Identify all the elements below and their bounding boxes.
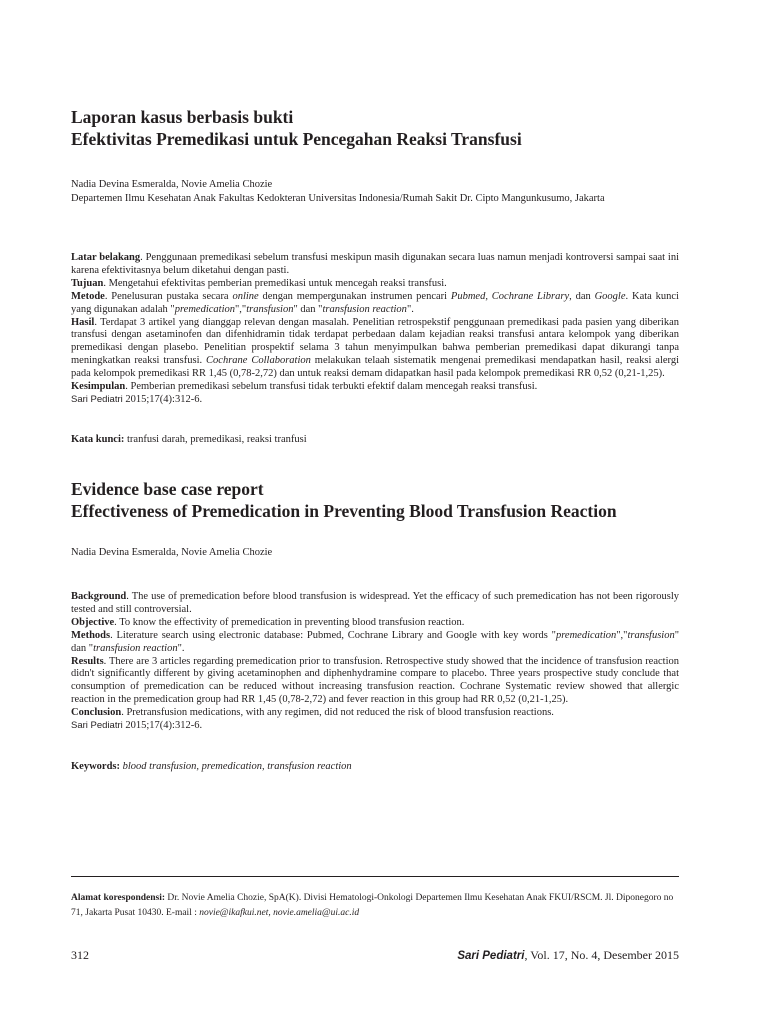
abstract-conclusion-en: Conclusion. Pretransfusion medications, with any regimen, did not reduced the risk of blood transfusion reactions. <box>71 707 554 719</box>
title-en-line-2: Effectiveness of Premedication in Preventing Blood Transfusion Reaction <box>71 501 617 521</box>
abstract-background-en: Background. The use of premedication before blood transfusion is widespread. Yet the efficacy of such premedication has not been rigorously tested and still controversial. <box>71 591 679 615</box>
citation-id: Sari Pediatri 2015;17(4):312-6. <box>71 393 203 405</box>
abstract-results-id: Hasil. Terdapat 3 artikel yang dianggap relevan dengan masalah. Penelitian retrospekstif penggunaan premedikasi pada pasien yang diberikan transfusi dengan asetaminofen dan difenhidramin tidak terdapat perbedaan dalam kejadian reaksi transfusi antara kelompok yang diberikan premedikasi dengan plasebo. Penelitian prospektif selama 3 tahun menyimpulkan bahwa pemberian premedikasi dapat dikurangi tanpa meningkatkan reaksi transfusi. Cochrane Collaboration melakukan telaah sistematik mengenai premedikasi mendapatkan hasil, reaksi alergi pada kelompok premedikasi RR 1,45 (0,78-2,72) dan untuk reaksi demam didapatkan hasil pada kelompok premedikasi RR 0,52 (0,21-1,25). <box>71 316 680 380</box>
english-title-block <box>71 478 679 522</box>
abstract-methods-en: Methods. Literature search using electronic database: Pubmed, Cochrane Library and Google with key words "premedication","transfusion" dan "transfusion reaction". <box>71 629 679 654</box>
affiliation: Departemen Ilmu Kesehatan Anak Fakultas Kedokteran Universitas Indonesia/Rumah Sakit Dr. Cipto Mangunkusumo, Jakarta <box>71 193 605 204</box>
abstract-objective-en: Objective. To know the effectivity of premedication in preventing blood transfusion reaction. <box>71 616 465 628</box>
citation-en: Sari Pediatri 2015;17(4):312-6. <box>71 720 203 732</box>
authors-id: Nadia Devina Esmeralda, Novie Amelia Chozie <box>71 179 273 190</box>
abstract-indonesian <box>71 252 679 407</box>
keywords-id: Kata kunci: tranfusi darah, premedikasi, reaksi tranfusi <box>71 434 307 445</box>
title-en-line-1: Evidence base case report <box>71 479 264 499</box>
keywords-en: Keywords: blood transfusion, premedication, transfusion reaction <box>71 761 352 772</box>
footnote-divider <box>71 876 679 877</box>
abstract-objective-id: Tujuan. Mengetahui efektivitas pemberian premedikasi untuk mencegah reaksi transfusi. <box>71 277 447 289</box>
abstract-background-id: Latar belakang. Penggunaan premedikasi sebelum transfusi meskipun masih digunakan secara luas namun menjadi kontroversi sampai saat ini karena efektivitasnya belum diketahui dengan pasti. <box>71 252 679 276</box>
authors-en: Nadia Devina Esmeralda, Novie Amelia Chozie <box>71 547 273 558</box>
abstract-methods-id: Metode. Penelusuran pustaka secara online dengan mempergunakan instrumen pencari Pubmed, Cochrane Library, dan Google. Kata kunci yang digunakan adalah "premedication","transfusion" dan "transfusion reaction". <box>71 290 679 315</box>
title-line-2: Efektivitas Premedikasi untuk Pencegahan Reaksi Transfusi <box>71 129 522 149</box>
correspondence-address: Alamat korespondensi: Dr. Novie Amelia Chozie, SpA(K). Divisi Hematologi-Onkologi Departemen Ilmu Kesehatan Anak FKUI/RSCM. Jl. Diponegoro no 71, Jakarta Pusat 10430. E-mail : novie@ikafkui.net, novie.amelia@ui.ac.id <box>71 893 674 918</box>
indonesian-title-block <box>71 106 679 150</box>
abstract-results-en: Results. There are 3 articles regarding premedication prior to transfusion. Retrospective study showed that the incidence of transfusion reaction didn't significantly different by giving acetaminophen and diphenhydramine compare to placebo. Three years prospective study conclude that consumption of premedication can be reduced without increasing transfusion reaction. Cochrane Systematic review showed that allergic reaction in the premedication group had RR 1,45 (0,78-2,72) and fever reaction in this group had RR 0,52 (0,21-1,25). <box>71 655 679 706</box>
correspondence-emails: novie@ikafkui.net, novie.amelia@ui.ac.id <box>199 908 360 918</box>
page-number: 312 <box>71 948 89 962</box>
abstract-conclusion-id: Kesimpulan. Pemberian premedikasi sebelum transfusi tidak terbukti efektif dalam mencegah reaksi transfusi. <box>71 381 538 393</box>
abstract-english <box>71 591 679 733</box>
journal-reference: Sari Pediatri, Vol. 17, No. 4, Desember 2015 <box>457 948 679 962</box>
title-line-1: Laporan kasus berbasis bukti <box>71 107 294 127</box>
